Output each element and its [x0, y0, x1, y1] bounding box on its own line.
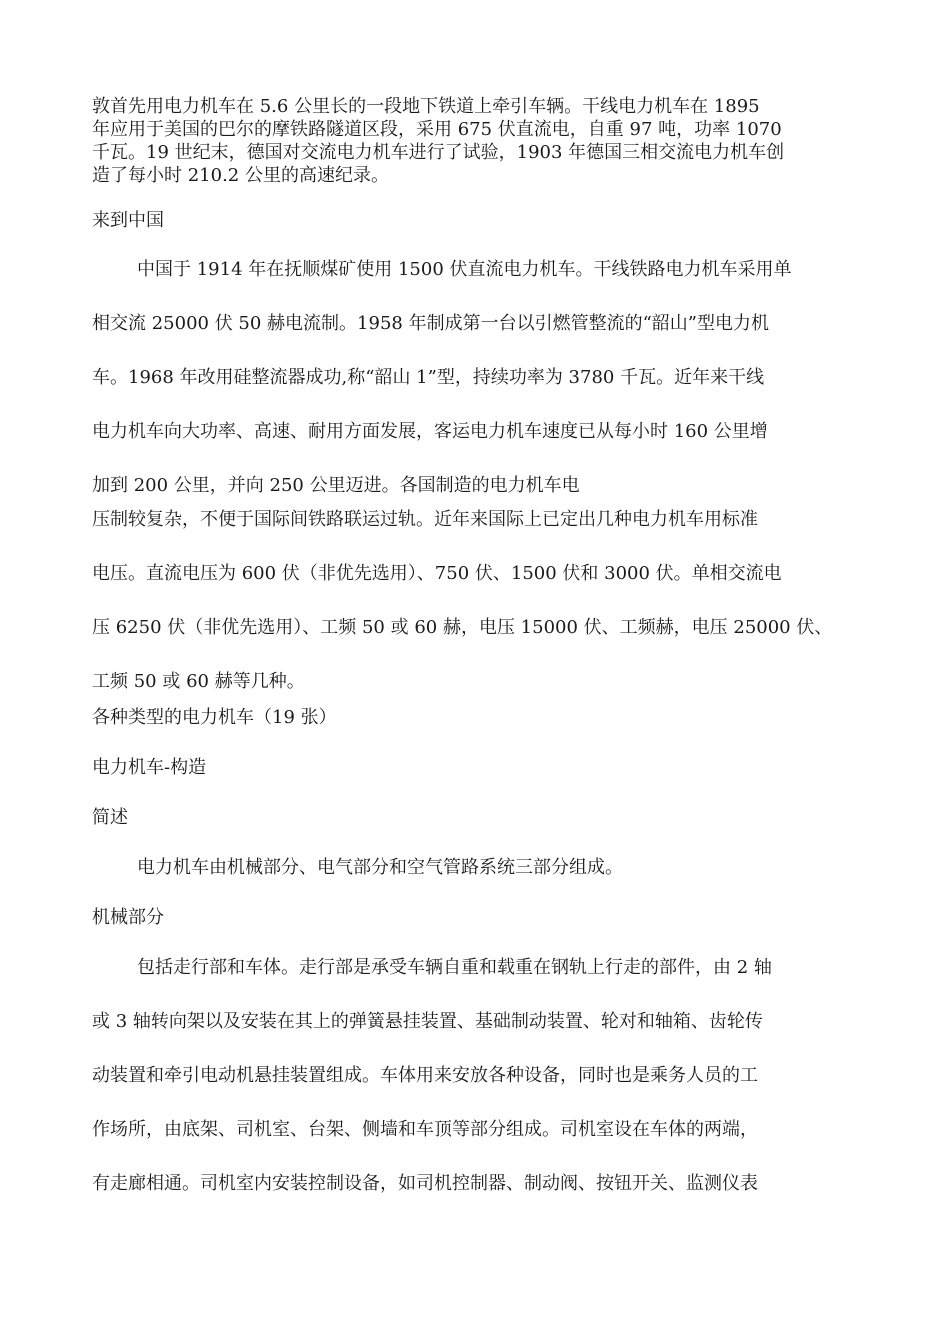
text-line: 千瓦。19 世纪末，德国对交流电力机车进行了试验，1903 年德国三相交流电力机车创 — [92, 142, 785, 163]
section-heading-types: 各种类型的电力机车（19 张） — [92, 707, 337, 728]
text-line: 动装置和牵引电动机悬挂装置组成。车体用来安放各种设备，同时也是乘务人员的工 — [92, 1065, 758, 1086]
paragraph-voltage — [92, 493, 852, 709]
text-line: 压制较复杂，不便于国际间铁路联运过轨。近年来国际上已定出几种电力机车用标准 — [92, 509, 758, 530]
section-heading-mechanical: 机械部分 — [92, 907, 164, 928]
text-line: 加到 200 公里，并向 250 公里迈进。各国制造的电力机车电 — [92, 475, 580, 496]
text-line: 有走廊相通。司机室内安装控制设备，如司机控制器、制动阀、按钮开关、监测仪表 — [92, 1173, 758, 1194]
text-line: 压 6250 伏（非优先选用）、工频 50 或 60 赫，电压 15000 伏、工频赫，电压 25000 伏、 — [92, 617, 833, 638]
text-line: 相交流 25000 伏 50 赫电流制。1958 年制成第一台以引燃管整流的“韶山”型电力机 — [92, 313, 769, 334]
text-line: 造了每小时 210.2 公里的高速纪录。 — [92, 165, 389, 186]
text-line: 敦首先用电力机车在 5.6 公里长的一段地下铁道上牵引车辆。干线电力机车在 1895 — [92, 96, 760, 117]
paragraph-mechanical — [92, 941, 852, 1211]
text-line: 工频 50 或 60 赫等几种。 — [92, 671, 305, 692]
text-line: 或 3 轴转向架以及安装在其上的弹簧悬挂装置、基础制动装置、轮对和轴箱、齿轮传 — [92, 1011, 763, 1032]
section-heading-structure: 电力机车-构造 — [92, 757, 207, 778]
text-line: 年应用于美国的巴尔的摩铁路隧道区段，采用 675 伏直流电，自重 97 吨，功率 1070 — [92, 119, 782, 140]
section-heading-summary: 简述 — [92, 807, 128, 828]
paragraph-history-end — [92, 95, 852, 187]
paragraph-summary: 电力机车由机械部分、电气部分和空气管路系统三部分组成。 — [137, 857, 623, 878]
paragraph-china — [92, 243, 852, 513]
section-heading-china: 来到中国 — [92, 210, 164, 231]
text-line: 电力机车向大功率、高速、耐用方面发展，客运电力机车速度已从每小时 160 公里增 — [92, 421, 768, 442]
text-line: 中国于 1914 年在抚顺煤矿使用 1500 伏直流电力机车。干线铁路电力机车采用单 — [137, 259, 792, 280]
text-line: 作场所，由底架、司机室、台架、侧墙和车顶等部分组成。司机室设在车体的两端， — [92, 1119, 758, 1140]
text-line: 包括走行部和车体。走行部是承受车辆自重和载重在钢轨上行走的部件，由 2 轴 — [137, 957, 772, 978]
text-line: 车。1968 年改用硅整流器成功,称“韶山 1”型，持续功率为 3780 千瓦。近年来干线 — [92, 367, 765, 388]
text-line: 电压。直流电压为 600 伏（非优先选用）、750 伏、1500 伏和 3000 伏。单相交流电 — [92, 563, 782, 584]
